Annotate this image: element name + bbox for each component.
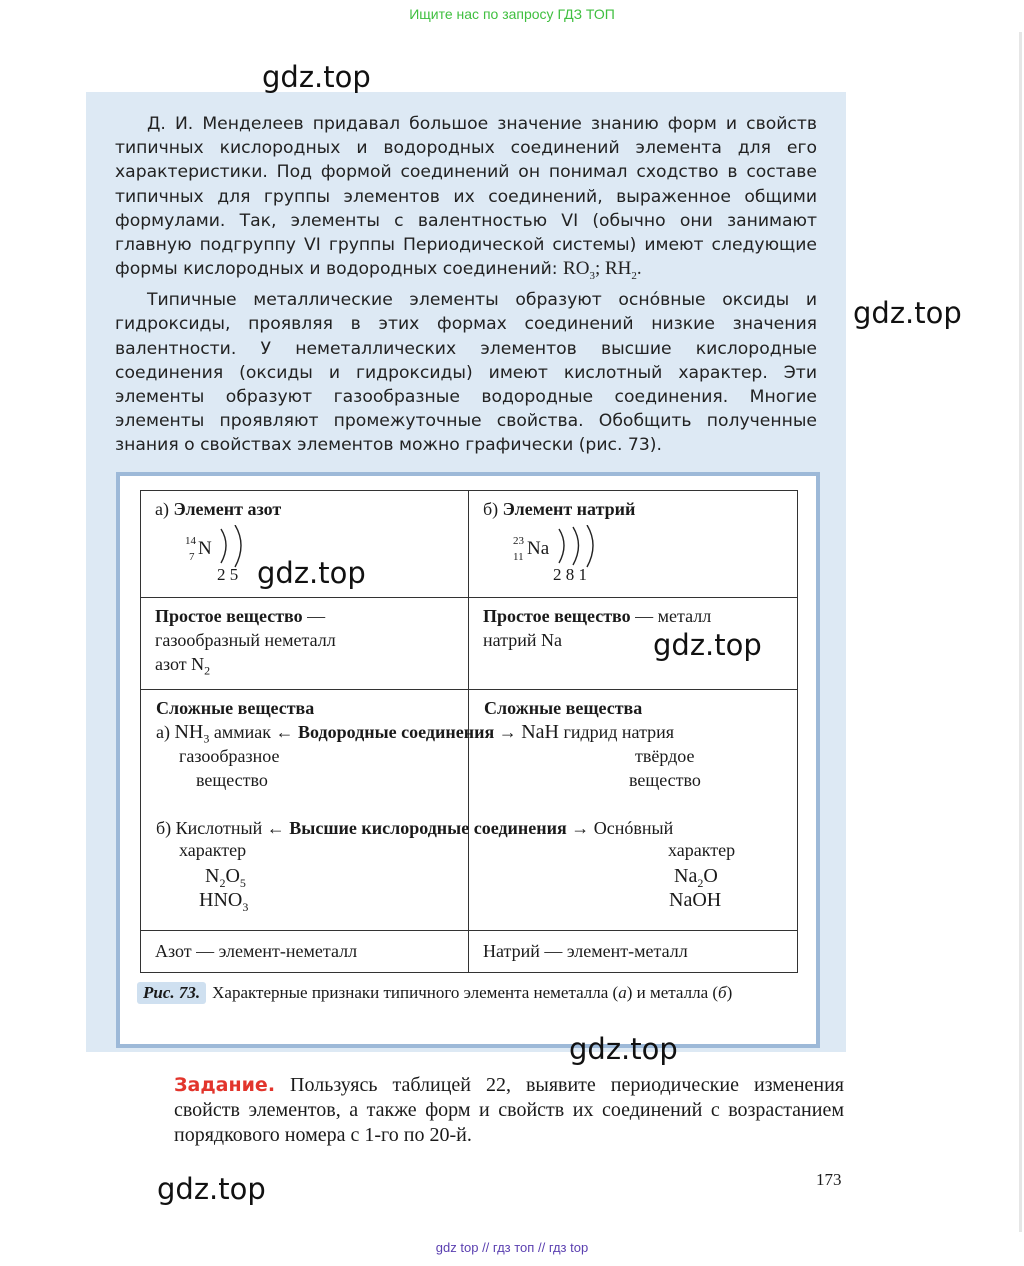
cell-sodium-element: б) Элемент натрий 23 11 Na 2 8 1 — [469, 491, 798, 598]
figure-caption: Рис. 73. Характерные признаки типичного элемента неметалла (а) и металла (б) — [137, 982, 797, 1004]
intro-paragraph-1: Д. И. Менделеев придавал большое значение знанию форм и свойств типичных кислородных и водородных соединений элемента для его характеристики. Под формой соединений он понимал сходство в составе типичных для группы элементов их соединений, выраженное общими формулами. Так, элементы с валентностью VI (обычно они занимают главную подгруппу VI группы Периодической системы) имеют следующие формы кислородных и водородных соединений: $RO_3$; $RH_2$. — [115, 114, 817, 283]
cell-nitrogen-simple: Простое вещество — газообразный неметалл азот $N_2$ — [141, 598, 469, 690]
cell-nitrogen-element: а) Элемент азот 14 7 N 2 5 — [141, 491, 469, 598]
sodium-atom-diagram: 23 11 Na 2 8 1 — [527, 525, 783, 587]
watermark: gdz.top — [257, 556, 366, 590]
page-edge — [1019, 32, 1022, 1232]
footer-link[interactable]: гдз топ — [492, 1240, 535, 1255]
footer-links: gdz top // гдз топ // гдз top — [435, 1240, 589, 1255]
oxygen-compounds-line: б) Кислотный ← Высшие кислородные соединения → Оснóвный — [156, 817, 674, 838]
watermark: gdz.top — [569, 1032, 678, 1066]
formula-ro3: $RO_3$; $RH_2$. — [563, 258, 642, 283]
watermark: gdz.top — [157, 1172, 266, 1206]
cell-sodium-summary: Натрий — элемент-металл — [469, 930, 798, 972]
table-row — [141, 689, 798, 930]
cell-sodium-simple: Простое вещество — металл натрий Na — [469, 598, 798, 690]
task-block: Задание. Пользуясь таблицей 22, выявите периодические изменения свойств элементов, а также форм и свойств их соединений с возрастанием порядкового номера с 1-го по 20-й. — [174, 1074, 845, 1146]
hydrogen-compounds-line: а) $NH_3$ аммиак ← Водородные соединения → NaH гидрид натрия — [156, 720, 675, 746]
figure-label: Рис. 73. — [137, 982, 206, 1004]
intro-paragraph-2: Типичные металлические элементы образуют оснóвные оксиды и гидроксиды, проявляя в этих формах соединений низкие значения валентности. У неметаллических элементов высшие кислородные соединения (оксиды и гидроксиды) имеют кислотный характер. Эти элементы образуют газообразные водородные соединения. Многие элементы проявляют промежуточные свойства. Обобщить полученные знания о свойствах элементов можно графически (рис. 73). — [115, 290, 817, 456]
cell-complex-substances: Сложные вещества Сложные вещества а) $NH_3$ аммиак ← Водородные соединения → NaH гидрид натрия газообразное вещество твёрдое вещество б) Кислотный ← Высшие кислородные соединения → Оснóвный характер характер $N_2O_5$ $HNO_3$ $Na_2O$ NaOH — [141, 689, 798, 930]
table-row — [141, 491, 798, 598]
sodium-title: Элемент натрий — [502, 499, 636, 519]
top-banner[interactable]: Ищите нас по запросу ГДЗ ТОП — [409, 6, 615, 22]
comparison-table — [140, 490, 798, 973]
nitrogen-title: Элемент азот — [173, 499, 282, 519]
task-label: Задание. — [174, 1074, 276, 1096]
footer-link[interactable]: гдз top — [548, 1240, 589, 1255]
formula-naoh: NaOH — [669, 888, 722, 911]
watermark: gdz.top — [262, 60, 371, 94]
formula-n2o5: $N_2O_5$ — [205, 864, 246, 890]
intro-text — [115, 112, 817, 458]
formula-hno3: $HNO_3$ — [199, 888, 249, 914]
footer-link[interactable]: gdz top — [435, 1240, 479, 1255]
formula-na2o: $Na_2O$ — [674, 864, 718, 890]
nitrogen-atom-diagram: 14 7 N 2 5 — [191, 525, 454, 587]
cell-nitrogen-summary: Азот — элемент-неметалл — [141, 930, 469, 972]
watermark: gdz.top — [853, 296, 962, 330]
page-number: 173 — [816, 1170, 842, 1189]
table-row — [141, 930, 798, 972]
watermark: gdz.top — [653, 628, 762, 662]
